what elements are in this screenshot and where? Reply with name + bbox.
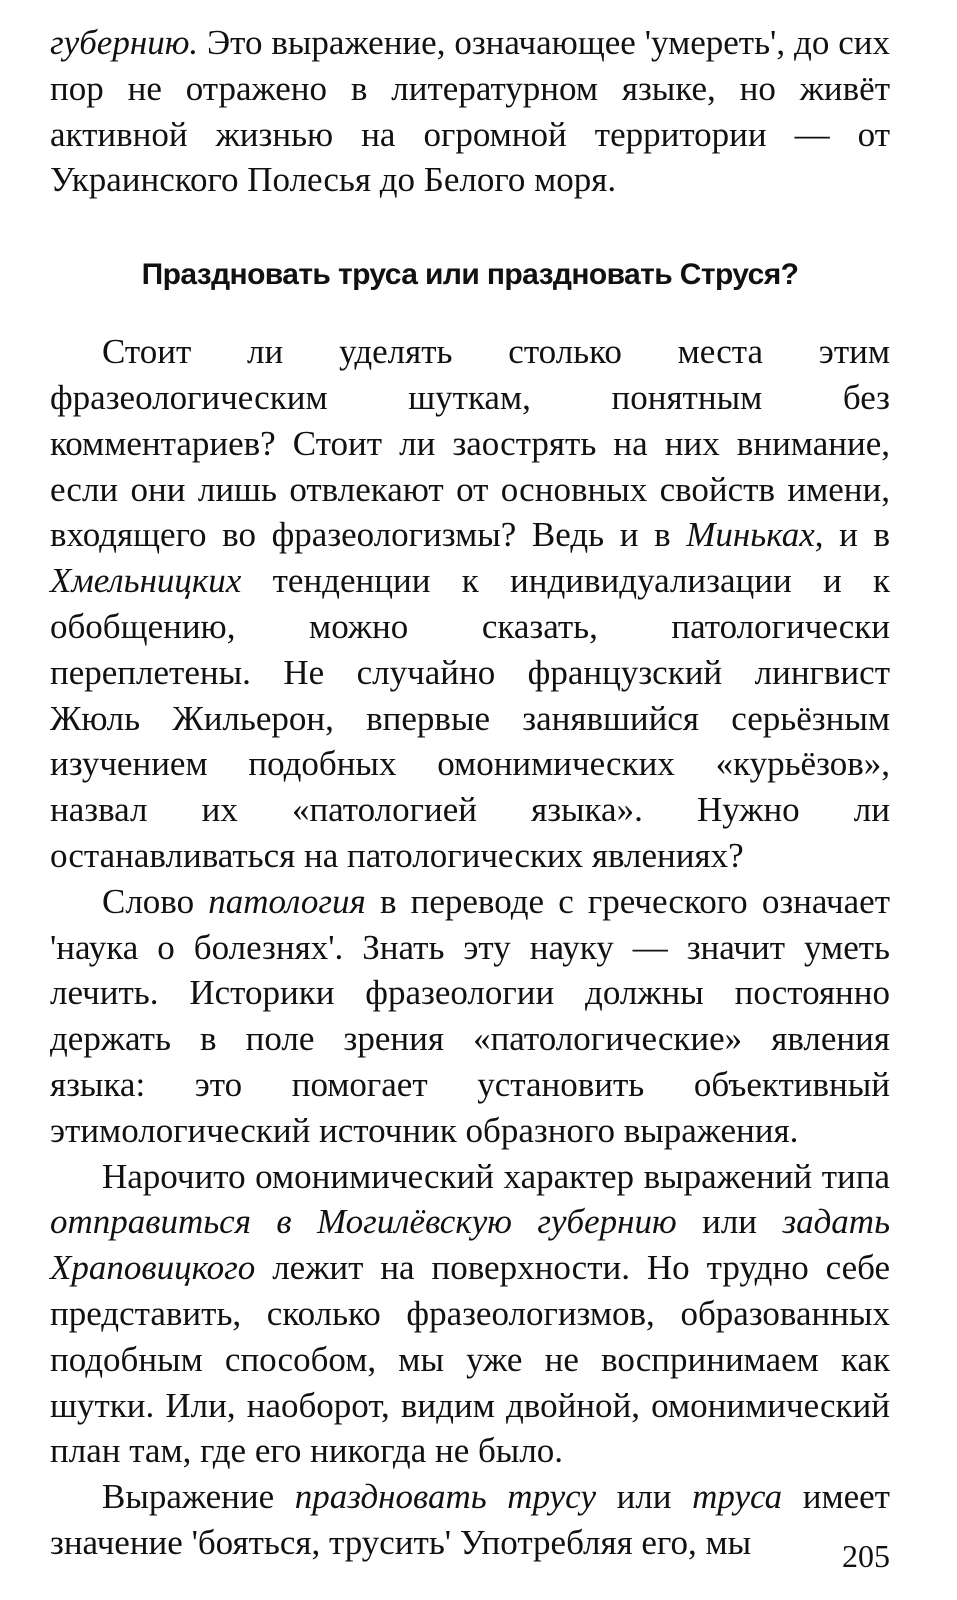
italic-phrase: задать Храповицкого [50, 1202, 891, 1288]
paragraph [50, 879, 890, 1154]
italic-phrase: патология [208, 881, 366, 921]
paragraph-continuation [50, 20, 890, 203]
italic-phrase: Миньках [686, 515, 815, 555]
paragraph-text: Нарочито омонимический характер выражений типа [102, 1156, 890, 1196]
paragraph-text: , и в [814, 515, 890, 555]
italic-phrase: губернию. [50, 23, 199, 62]
paragraph [50, 329, 890, 879]
paragraph-text: имеет значение 'бояться, трусить' Употребляя его, мы [50, 1477, 890, 1562]
page-number: 205 [842, 1538, 890, 1574]
paragraph-text: или [595, 1477, 693, 1517]
paragraph-text: Выражение [102, 1477, 295, 1517]
section-heading: Праздновать труса или праздновать Струся? [141, 258, 799, 292]
paragraph-text: тенденции к индивидуализации и к обобщению, можно сказать, патологически переплетены. Не случайно французский лингвист Жюль Жильерон, впервые занявшийся серьёзным изучением подобных омонимических «курьёзов», назвал их «патологией языка». Нужно ли останавливаться на патологических явлениях? [50, 561, 890, 875]
paragraph-text: Это выражение, означающее 'умереть', до сих пор не отражено в литературном языке, но живёт активной жизнью на огромной территории — от Украинского Полесья до Белого моря. [50, 23, 890, 200]
paragraph-text: Слово [102, 881, 209, 921]
paragraph-text: Стоит ли уделять столько места этим фразеологическим шуткам, понятным без комментариев? Стоит ли заострять на них внимание, если они лишь отвлекают от основных свойств имени, входящего во фразеологизмы? Ведь и в [50, 332, 890, 555]
italic-phrase: праздновать трусу [294, 1477, 596, 1517]
paragraph-text: или [676, 1202, 783, 1242]
paragraph-text: лежит на поверхности. Но трудно себе представить, сколько фразеологизмов, образованных подобным способом, мы уже не воспринимаем как шутки. Или, наоборот, видим двойной, омонимический план там, где его никогда не было. [50, 1248, 890, 1471]
italic-phrase: труса [692, 1477, 783, 1517]
italic-phrase: отправиться в Могилёвскую губернию [50, 1202, 677, 1242]
book-page [50, 20, 890, 1580]
paragraph [50, 1474, 890, 1566]
italic-phrase: Хмельницких [50, 561, 242, 601]
paragraph-text: в переводе с греческого означает 'наука о болезнях'. Знать эту науку — значит уметь лечить. Историки фразеологии должны постоянно держать в поле зрения «патологические» явления языка: это помогает установить объективный этимологический источник образного выражения. [50, 881, 890, 1150]
paragraph [50, 1154, 890, 1475]
